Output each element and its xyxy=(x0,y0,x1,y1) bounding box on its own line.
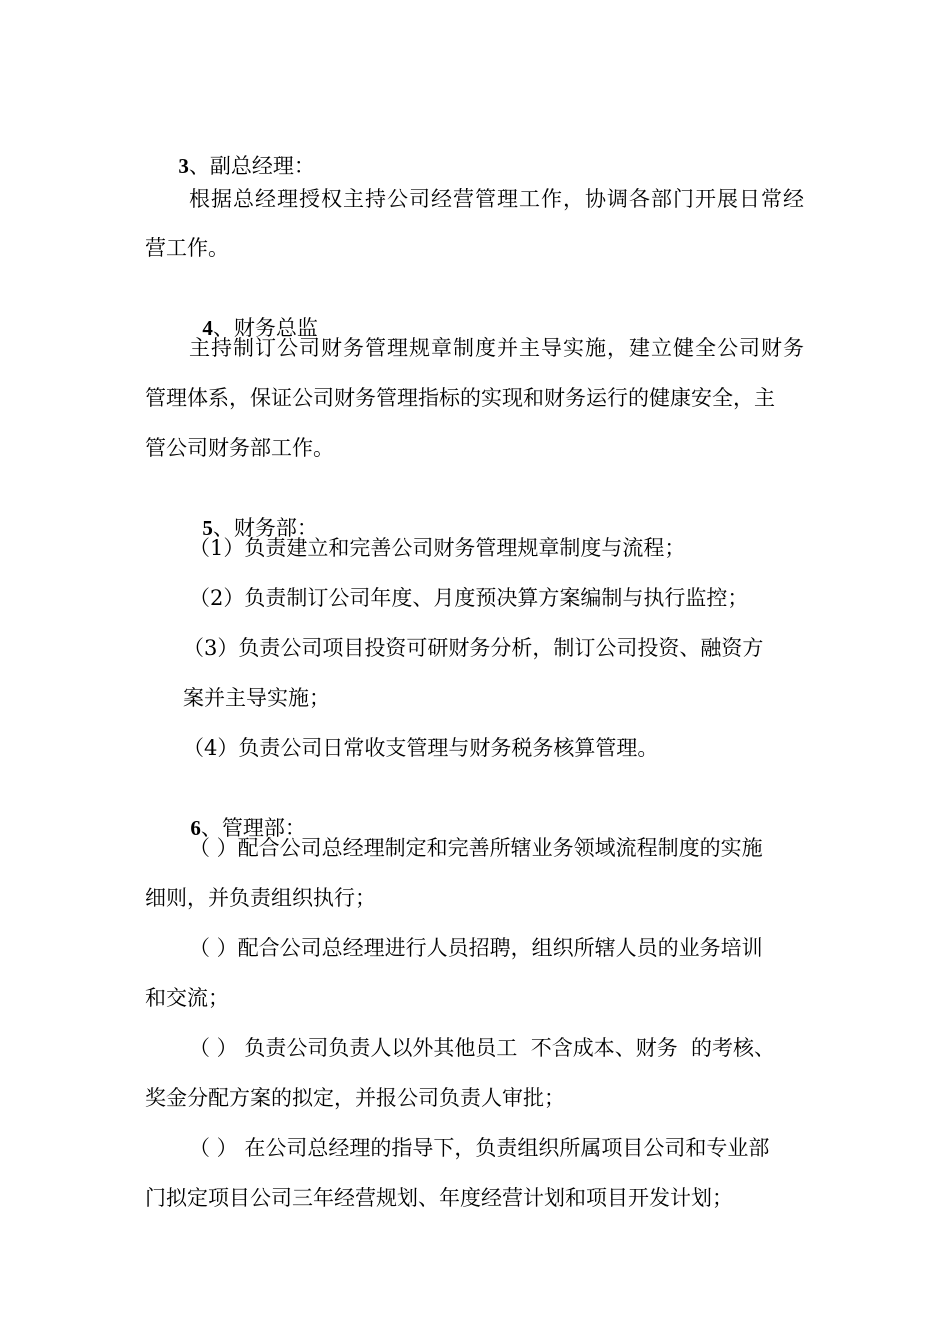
heading-section-3 xyxy=(165,121,315,178)
paragraph-line: 管公司财务部工作。 xyxy=(145,436,334,460)
paragraph-line: 管理体系，保证公司财务管理指标的实现和财务运行的健康安全，主 xyxy=(145,386,775,410)
list-item: （ ）配合公司总经理制定和完善所辖业务领域流程制度的实施 xyxy=(189,836,763,860)
list-item: （ ） 负责公司负责人以外其他员工 不含成本、财务 的考核、 xyxy=(189,1036,776,1060)
section-title: 、财务部： xyxy=(212,516,318,540)
section-number: 4 xyxy=(202,316,213,340)
list-item: （2）负责制订公司年度、月度预决算方案编制与执行监控； xyxy=(189,586,749,610)
section-title: 、财务总监 xyxy=(212,316,318,340)
section-number: 3 xyxy=(178,154,189,178)
list-item: （1）负责建立和完善公司财务管理规章制度与流程； xyxy=(189,536,686,560)
list-item-continuation: 和交流； xyxy=(145,986,229,1010)
list-item: （3）负责公司项目投资可研财务分析，制订公司投资、融资方 xyxy=(183,636,764,660)
list-item-continuation: 案并主导实施； xyxy=(183,686,330,710)
list-item-continuation: 奖金分配方案的拟定，并报公司负责人审批； xyxy=(145,1086,565,1110)
list-item-continuation: 细则，并负责组织执行； xyxy=(145,886,376,910)
section-number: 6 xyxy=(190,816,201,840)
paragraph-line: 根据总经理授权主持公司经营管理工作，协调各部门开展日常经 xyxy=(189,187,805,211)
list-item: （4）负责公司日常收支管理与财务税务核算管理。 xyxy=(183,736,659,760)
heading-section-4 xyxy=(189,283,318,340)
list-item-continuation: 门拟定项目公司三年经营规划、年度经营计划和项目开发计划； xyxy=(145,1186,733,1210)
section-number: 5 xyxy=(202,516,213,540)
paragraph-line: 营工作。 xyxy=(145,236,229,260)
list-item: （ ）配合公司总经理进行人员招聘，组织所辖人员的业务培训 xyxy=(189,936,763,960)
heading-section-5 xyxy=(189,483,318,540)
list-item: （ ） 在公司总经理的指导下，负责组织所属项目公司和专业部 xyxy=(189,1136,770,1160)
heading-section-6 xyxy=(177,783,306,840)
section-title: 、副总经理： xyxy=(188,154,315,178)
section-title: 、管理部： xyxy=(200,816,306,840)
paragraph-line: 主持制订公司财务管理规章制度并主导实施，建立健全公司财务 xyxy=(189,336,805,360)
